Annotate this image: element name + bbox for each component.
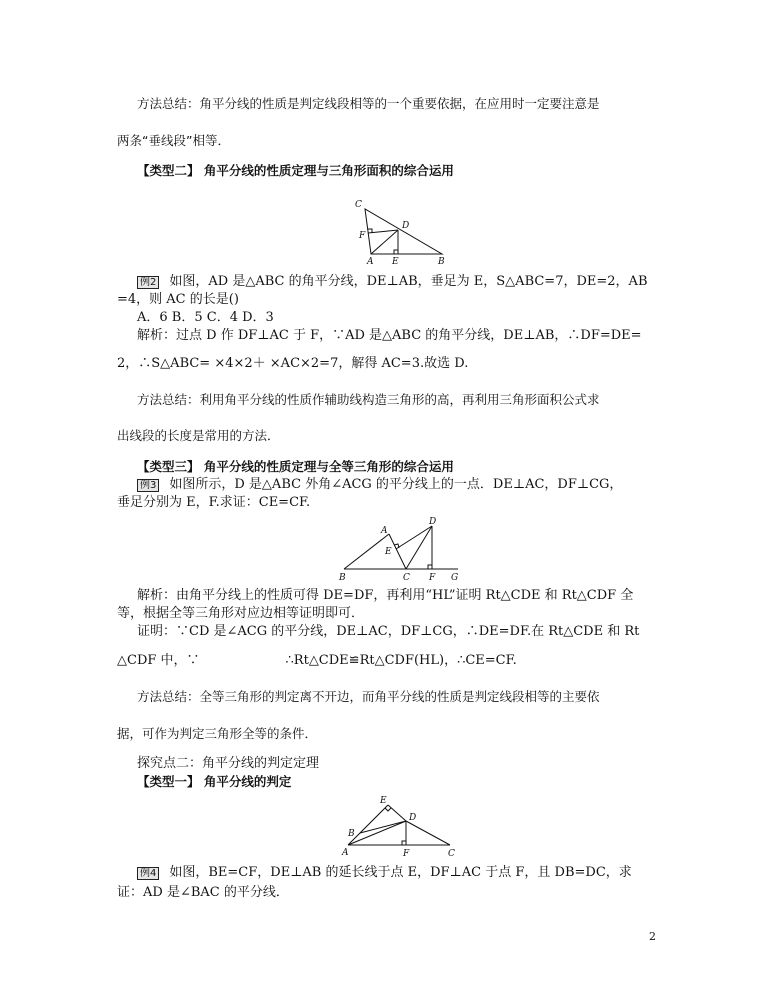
figure-exterior-angle [334,514,469,584]
fig3-label-c: C [448,849,455,859]
fig2-label-b: B [339,573,346,583]
fig3-label-a: A [342,848,349,858]
fig2-label-d: D [429,517,437,527]
inquiry-2-type-1: 【类型一】 角平分线的判定 [137,774,292,789]
example-2-solution-1: 解析：过点 D 作 DF⊥AC 于 F，∵AD 是△ABC 的角平分线，DE⊥AB，∴DF=DE= [137,328,642,343]
example-3-analysis-2: 等，根据全等三角形对应边相等证明即可． [117,606,365,621]
figure-triangle-abc-1 [350,198,460,268]
example-4-line-2: 证：AD 是∠BAC 的平分线． [117,885,289,900]
example-2-badge: 例2 [137,276,159,289]
fig1-label-b: B [438,257,445,267]
example-3-proof-2 [117,653,659,669]
fig2-label-c: C [403,573,410,583]
fig1-label-a: A [367,257,374,267]
example-2-line-2: =4，则 AC 的长是() [117,292,239,307]
fig2-label-e: E [385,547,392,557]
example-3-proof-1: 证明：∵CD 是∠ACG 的平分线，DE⊥AC，DF⊥CG，∴DE=DF.在 Rt△CDE 和 Rt [137,624,640,639]
example-4-badge: 例4 [137,867,159,880]
example-2-options: A．6 B．5 C．4 D．3 [137,310,274,325]
fig2-label-f: F [429,573,436,583]
type-2-heading: 【类型二】 角平分线的性质定理与三角形面积的综合运用 [137,163,454,178]
fig1-label-e: E [392,257,399,267]
example-3-analysis-1: 解析：由角平分线上的性质可得 DE=DF，再利用“HL”证明 Rt△CDE 和 Rt△CDF 全 [137,588,634,603]
fig3-label-d: D [409,813,417,823]
summary-1-line-1: 方法总结：角平分线的性质是判定线段相等的一个重要依据，在应用时一定要注意是 [137,96,600,111]
example-2-text-1: 如图，AD 是△ABC 的角平分线，DE⊥AB，垂足为 E，S△ABC=7，DE=2，AB [169,274,648,289]
type-3-heading: 【类型三】 角平分线的性质定理与全等三角形的综合运用 [137,459,454,474]
example-4-line-1 [137,865,659,881]
summary-3-line-2: 据，可作为判定三角形全等的条件． [117,726,318,741]
example-2-solution-2: 2，∴S△ABC= ×4×2＋ ×AC×2=7，解得 AC=3.故选 D. [117,356,469,371]
fig3-label-f: F [403,849,410,859]
fig3-label-b: B [348,829,355,839]
example-3-text-1: 如图所示，D 是△ABC 外角∠ACG 的平分线上的一点．DE⊥AC，DF⊥CG， [169,477,623,492]
example-3-proof-2a: △CDF 中，∵ [117,653,200,668]
summary-2-line-1: 方法总结：利用角平分线的性质作辅助线构造三角形的高，再利用三角形面积公式求 [137,392,600,407]
fig1-label-f: F [359,231,366,241]
inquiry-2-title: 探究点二：角平分线的判定定理 [137,756,320,771]
summary-3-line-1: 方法总结：全等三角形的判定离不开边，而角平分线的性质是判定线段相等的主要依 [137,689,600,704]
figure-angle-bisector-judge [338,792,463,862]
fig1-label-c: C [355,200,362,210]
example-4-text-1: 如图，BE=CF，DE⊥AB 的延长线于点 E，DF⊥AC 于点 F，且 DB=DC，求 [169,865,632,880]
summary-1-line-2: 两条“垂线段”相等． [117,133,230,148]
fig2-label-g: G [451,573,459,583]
fig1-label-d: D [402,221,410,231]
fig3-label-e: E [380,796,387,806]
example-2-line-1 [137,274,659,290]
summary-2-line-2: 出线段的长度是常用的方法． [117,428,280,443]
fig2-label-a: A [381,526,388,536]
page-number: 2 [649,930,656,943]
example-3-line-2: 垂足分别为 E，F.求证：CE=CF. [117,495,311,510]
example-3-proof-2b: ∴Rt△CDE≌Rt△CDF(HL)，∴CE=CF. [285,653,517,668]
example-3-line-1 [137,477,659,493]
example-3-badge: 例3 [137,479,159,492]
